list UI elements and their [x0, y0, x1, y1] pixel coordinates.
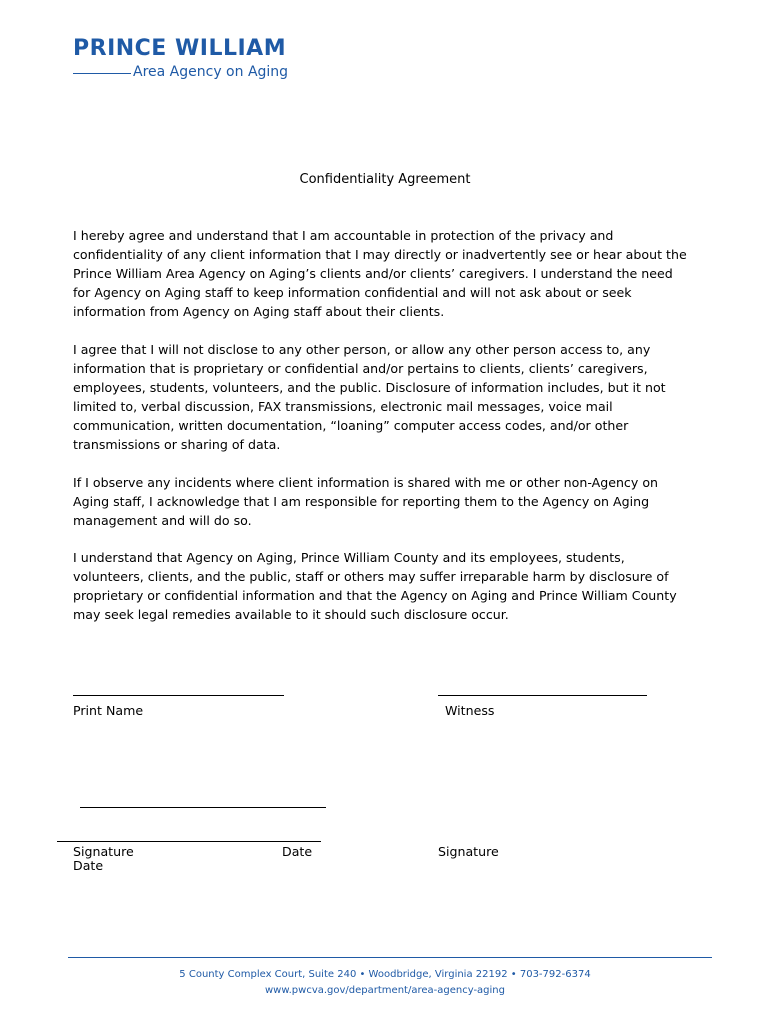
logo-subtitle: Area Agency on Aging — [133, 64, 289, 80]
witness-signature-label: Signature — [438, 844, 499, 859]
print-name-label: Print Name — [73, 703, 144, 718]
footer-rule — [68, 957, 712, 958]
witness-label: Witness — [445, 703, 495, 718]
agency-logo — [73, 36, 313, 86]
paragraph-accountability: I hereby agree and understand that I am accountable in protection of the privacy and confidentiality of any client information that I may directly or inadvertently see or hear about the Prince William Area Agency on Aging’s clients and/or clients’ caregivers. I understand the need for Agency on Aging staff to keep information confidential and will not ask about or seek information from Agency on Aging staff about their clients. — [73, 228, 687, 320]
signature-label: Signature — [73, 844, 134, 859]
logo-rule — [73, 73, 131, 74]
date-label: Date — [282, 844, 313, 859]
document-title: Confidentiality Agreement — [299, 172, 471, 187]
footer-website-link[interactable]: www.pwcva.gov/department/area-agency-aging — [265, 985, 505, 996]
signature-date-line[interactable] — [57, 841, 321, 842]
signature-line-upper[interactable] — [80, 807, 326, 808]
date-label-second: Date — [73, 858, 104, 873]
paragraph-reporting: If I observe any incidents where client information is shared with me or other non-Agency on Aging staff, I acknowledge that I am responsible for reporting them to the Agency on Aging management and will do so. — [73, 475, 659, 529]
paragraph-legal-remedies: I understand that Agency on Aging, Prince William County and its employees, students, volunteers, clients, and the public, staff or others may suffer irreparable harm by disclosure of proprietary or confidential information and that the Agency on Aging and Prince William County may seek legal remedies available to it should such disclosure occur. — [73, 550, 677, 623]
print-name-line[interactable] — [73, 695, 284, 696]
witness-line[interactable] — [438, 695, 647, 696]
logo-title: PRINCE WILLIAM — [73, 36, 287, 61]
paragraph-non-disclosure: I agree that I will not disclose to any other person, or allow any other person access to, any information that is proprietary or confidential and/or pertains to clients, clients’ caregivers, employees, students, volunteers, and the public. Disclosure of information includes, but it not limited to, verbal discussion, FAX transmissions, electronic mail messages, voice mail communication, written documentation, “loaning” computer access codes, and/or other transmissions or sharing of data. — [73, 342, 666, 453]
footer-address: 5 County Complex Court, Suite 240 • Woodbridge, Virginia 22192 • 703-792-6374 — [179, 969, 591, 980]
